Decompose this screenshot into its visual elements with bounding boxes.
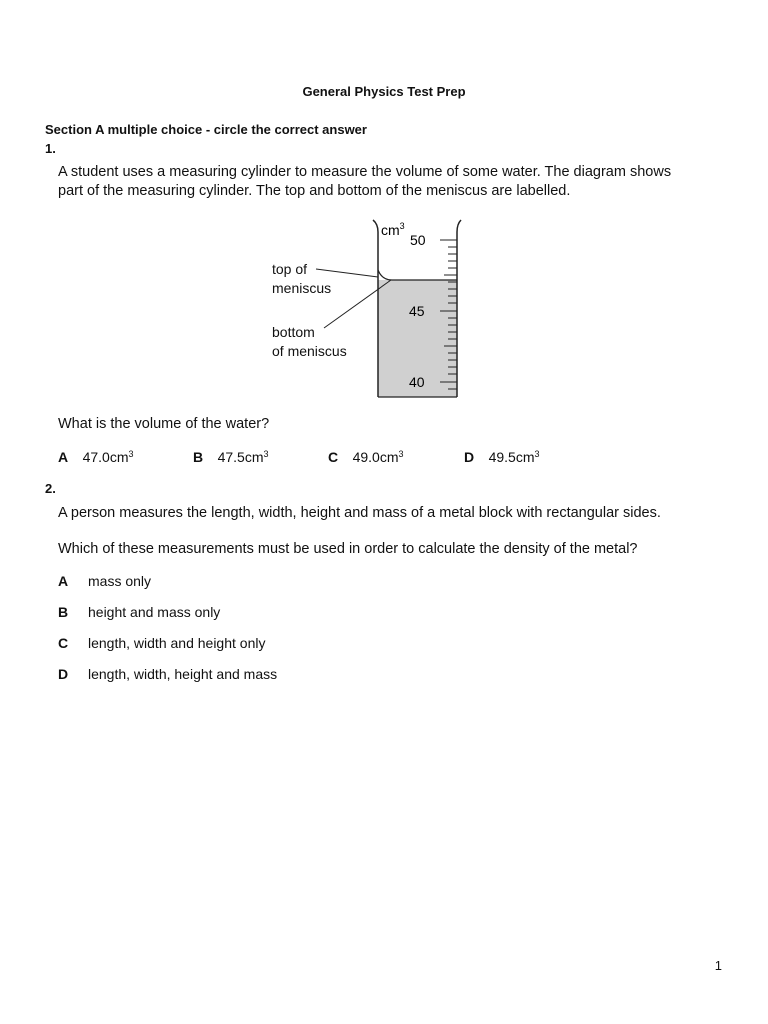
q1-option-a[interactable] (58, 449, 134, 469)
option-letter: A (58, 449, 69, 465)
scale-label-40: 40 (409, 374, 425, 390)
measuring-cylinder-diagram (260, 210, 480, 405)
option-letter: B (193, 449, 204, 465)
option-letter: D (58, 666, 69, 682)
option-value: $47.5cm^3$ (217, 449, 269, 465)
q2-option-b[interactable] (58, 604, 220, 622)
option-text: mass only (88, 573, 152, 589)
option-text: height and mass only (88, 604, 221, 620)
option-letter: B (58, 604, 69, 620)
question-2-text: A person measures the length, width, height and mass of a metal block with rectangular sides. (58, 505, 661, 521)
label-bottom-line-2: of meniscus (272, 343, 347, 359)
scale-unit: $cm^3$ (381, 221, 405, 238)
label-top-line-2: meniscus (272, 280, 332, 296)
q1-option-c[interactable] (328, 449, 404, 469)
label-bottom-of-meniscus (272, 323, 347, 361)
label-top-line-1: top of (272, 261, 308, 277)
option-letter: D (464, 449, 475, 465)
question-2-prompt: Which of these measurements must be used in order to calculate the density of the metal? (58, 541, 638, 557)
label-top-of-meniscus (272, 260, 331, 298)
question-1-prompt: What is the volume of the water? (58, 416, 270, 432)
scale-label-50: 50 (410, 232, 426, 248)
option-text: length, width, height and mass (88, 666, 278, 682)
option-value: $49.0cm^3$ (352, 449, 404, 465)
label-bottom-line-1: bottom (272, 324, 315, 340)
section-heading: Section A multiple choice - circle the correct answer (45, 122, 367, 137)
option-text: length, width and height only (88, 635, 266, 651)
question-1-text-line-1: A student uses a measuring cylinder to measure the volume of some water. The diagram shows (58, 164, 672, 180)
question-1-number: 1. (45, 141, 56, 156)
page-title: General Physics Test Prep (302, 84, 466, 99)
q2-option-d[interactable] (58, 666, 277, 684)
scale-label-45: 45 (409, 303, 425, 319)
question-1-text-line-2: part of the measuring cylinder. The top and bottom of the meniscus are labelled. (58, 183, 571, 199)
page-number: 1 (714, 958, 722, 973)
q1-option-d[interactable] (464, 449, 540, 469)
option-letter: C (58, 635, 69, 651)
option-value: $47.0cm^3$ (82, 449, 134, 465)
q1-option-b[interactable] (193, 449, 269, 469)
option-value: $49.5cm^3$ (488, 449, 540, 465)
q2-option-a[interactable] (58, 573, 151, 591)
option-letter: A (58, 573, 69, 589)
question-2-number: 2. (45, 481, 56, 496)
q2-option-c[interactable] (58, 635, 265, 653)
option-letter: C (328, 449, 339, 465)
